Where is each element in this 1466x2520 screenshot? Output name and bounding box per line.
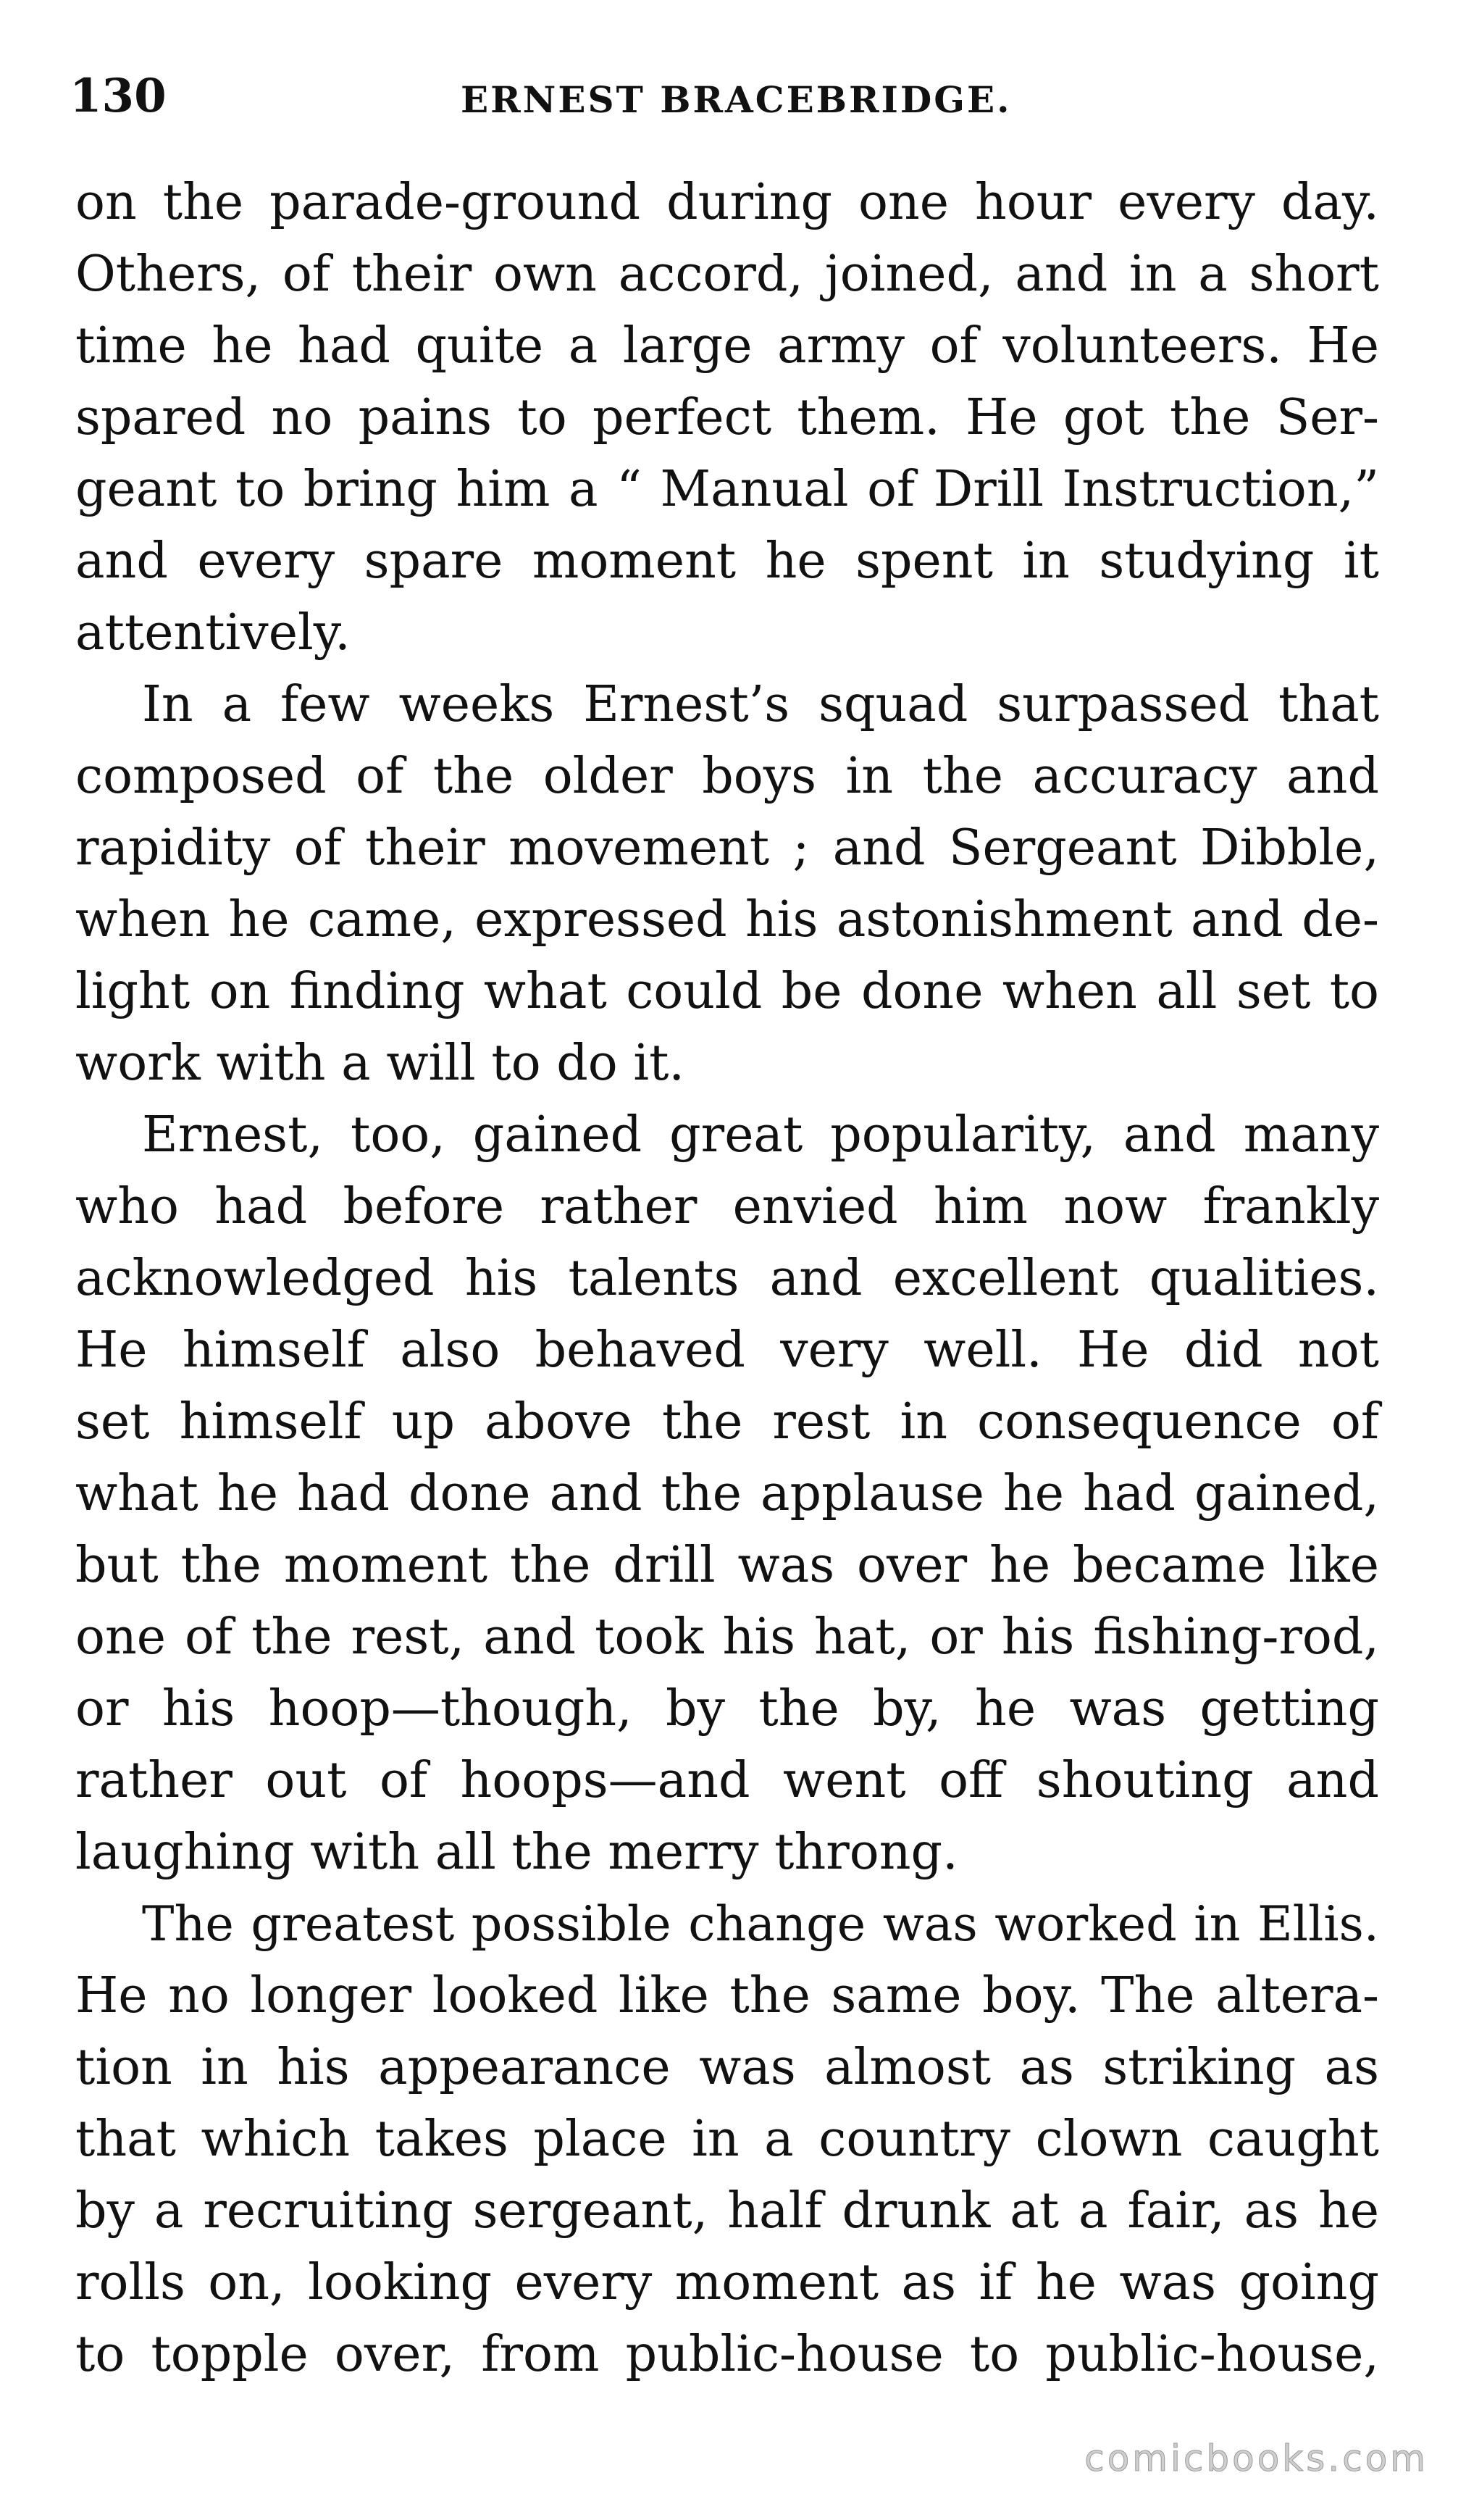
paragraph-4 — [75, 1888, 1379, 2390]
text-line: geant to bring him a “ Manual of Drill Instruction,” — [75, 461, 1379, 518]
text-line: to topple over, from public-house to public-house, — [75, 2326, 1379, 2383]
text-line: light on finding what could be done when all set to — [75, 963, 1379, 1020]
text-line: on the parade-ground during one hour every day. — [75, 174, 1379, 231]
text-line: laughing with all the merry throng. — [75, 1824, 958, 1881]
paragraph-3 — [75, 1099, 1379, 1888]
page-number: 130 — [70, 69, 167, 123]
running-title: ERNEST BRACEBRIDGE. — [461, 78, 1012, 121]
text-line: work with a will to do it. — [75, 1035, 685, 1092]
text-line: rapidity of their movement ; and Sergeant Dibble, — [75, 819, 1379, 877]
text-line: rolls on, looking every moment as if he was going — [75, 2254, 1379, 2311]
running-head — [70, 64, 1388, 129]
paragraph-2 — [75, 669, 1379, 1099]
text-line: or his hoop—though, by the by, he was getting — [75, 1680, 1379, 1737]
text-line: when he came, expressed his astonishment and de- — [75, 891, 1379, 948]
text-line: acknowledged his talents and excellent qualities. — [75, 1250, 1379, 1307]
text-line: set himself up above the rest in consequence of — [75, 1393, 1379, 1451]
text-line: tion in his appearance was almost as striking as — [75, 2039, 1379, 2096]
watermark: comicbooks.com — [1084, 2437, 1428, 2479]
text-line: He no longer looked like the same boy. The altera- — [75, 1967, 1379, 2024]
text-line: by a recruiting sergeant, half drunk at a fair, as he — [75, 2182, 1379, 2240]
text-line: He himself also behaved very well. He did not — [75, 1322, 1379, 1379]
body-text — [75, 167, 1379, 2390]
text-line: what he had done and the applause he had gained, — [75, 1465, 1379, 1522]
text-line: The greatest possible change was worked in Ellis. — [142, 1895, 1379, 1952]
text-line: one of the rest, and took his hat, or his fishing-rod, — [75, 1609, 1379, 1666]
text-line: composed of the older boys in the accuracy and — [75, 748, 1379, 805]
text-line: spared no pains to perfect them. He got the Ser- — [75, 389, 1379, 446]
text-line: Ernest, too, gained great popularity, and many — [142, 1106, 1379, 1164]
text-line: who had before rather envied him now frankly — [75, 1178, 1379, 1235]
paragraph-1 — [75, 167, 1379, 669]
text-line: rather out of hoops—and went off shouting and — [75, 1752, 1379, 1809]
text-line: time he had quite a large army of volunteers. He — [75, 317, 1379, 375]
text-line: but the moment the drill was over he became like — [75, 1537, 1379, 1594]
text-line: In a few weeks Ernest’s squad surpassed that — [142, 676, 1379, 733]
text-line: attentively. — [75, 604, 351, 662]
text-line: and every spare moment he spent in studying it — [75, 533, 1379, 590]
text-line: Others, of their own accord, joined, and in a short — [75, 246, 1379, 303]
text-line: that which takes place in a country clown caught — [75, 2111, 1379, 2168]
